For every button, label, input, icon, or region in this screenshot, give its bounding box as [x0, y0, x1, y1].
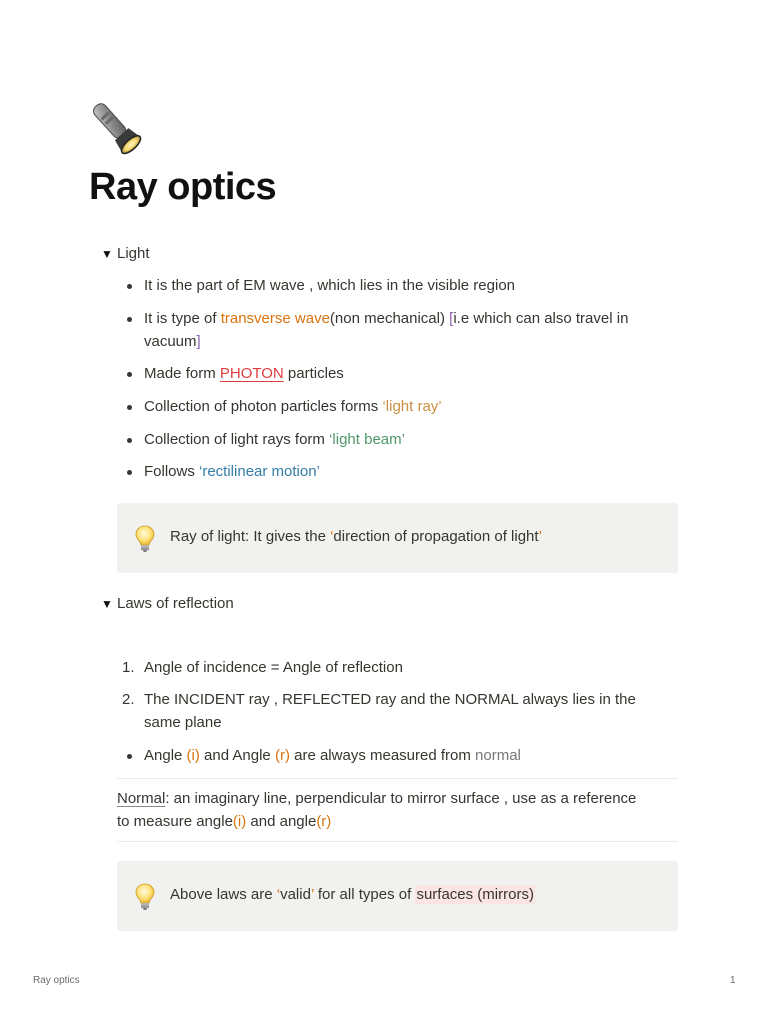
item-text: Collection of photon particles forms	[144, 398, 383, 415]
toggle-arrow-icon[interactable]: ▼	[101, 597, 113, 611]
item-text: Collection of light rays form	[144, 431, 330, 448]
item-text: i.e which can also travel in	[453, 310, 629, 327]
footer-title: Ray optics	[33, 975, 80, 986]
page-title: Ray optics	[89, 166, 277, 208]
term-normal: Normal	[117, 790, 166, 807]
item-text: Follows	[144, 463, 200, 480]
item-highlight: ‘rectilinear motion’	[199, 463, 320, 480]
highlighted-text: surfaces (mirrors)	[416, 886, 534, 903]
item-text: and Angle	[199, 747, 275, 764]
item-text: It is the part of EM wave , which lies in the visible region	[144, 277, 516, 294]
toggle-light[interactable]	[101, 243, 150, 265]
item-text: are always measured from	[289, 747, 476, 764]
item-text: particles	[283, 365, 344, 382]
callout-laws-valid	[117, 861, 678, 931]
item-highlight: (r)	[316, 813, 332, 830]
definition-text: to measure angle	[117, 813, 233, 830]
flashlight-icon	[88, 100, 146, 158]
item-text: It is type of	[144, 310, 221, 327]
list-item	[144, 275, 684, 298]
numbered-item	[122, 689, 684, 734]
toggle-label: Light	[117, 245, 150, 262]
callout-text	[170, 526, 542, 548]
item-text: Angle of incidence = Angle of reflection	[144, 659, 403, 676]
callout-part: valid	[280, 886, 311, 903]
item-text: Made form	[144, 365, 220, 382]
item-highlight: PHOTON	[219, 365, 284, 382]
item-highlight: ‘light beam’	[329, 431, 405, 448]
callout-part: for all types of	[313, 886, 416, 903]
list-item	[144, 745, 684, 768]
callout-ray-of-light	[117, 503, 678, 573]
item-highlight: transverse wave	[220, 310, 330, 327]
toggle-laws-of-reflection[interactable]	[101, 593, 234, 615]
divider	[117, 841, 678, 842]
numbered-item	[122, 657, 684, 680]
callout-part: Ray of light: It gives the	[170, 528, 331, 545]
list-item	[144, 308, 684, 353]
item-highlight: ‘light ray’	[382, 398, 442, 415]
normal-definition	[117, 787, 682, 833]
item-text: The INCIDENT ray , REFLECTED ray and the NORMAL always lies in the	[144, 691, 636, 708]
divider	[117, 778, 678, 779]
item-number: 2.	[122, 691, 135, 708]
callout-part: direction of propagation of light	[333, 528, 539, 545]
toggle-arrow-icon[interactable]: ▼	[101, 247, 113, 261]
quote-mark: ‘	[330, 528, 334, 545]
item-text: (non mechanical)	[329, 310, 450, 327]
bracket-close: ]	[196, 332, 201, 350]
item-highlight: (r)	[274, 747, 290, 764]
item-highlight: (i)	[232, 813, 247, 830]
lightbulb-icon	[135, 525, 155, 553]
definition-text: and angle	[246, 813, 317, 830]
page-number: 1	[730, 975, 736, 986]
definition-text: : an imaginary line, perpendicular to mirror surface , use as a reference	[165, 790, 637, 807]
quote-mark: ‘	[276, 886, 281, 903]
callout-part: Above laws are	[170, 886, 277, 903]
quote-mark: ’	[538, 528, 542, 545]
item-number: 1.	[122, 659, 135, 676]
list-item	[144, 461, 684, 484]
item-highlight: normal	[475, 747, 521, 764]
lightbulb-icon	[135, 883, 155, 911]
item-text: vacuum	[144, 332, 197, 350]
list-item	[144, 396, 684, 419]
list-item	[144, 363, 684, 386]
item-highlight: (i)	[186, 747, 200, 764]
callout-text	[170, 884, 535, 906]
item-text: same plane	[144, 713, 222, 731]
item-text: Angle	[144, 747, 187, 764]
toggle-label: Laws of reflection	[117, 595, 234, 612]
list-item	[144, 429, 684, 452]
bracket-open: [	[449, 310, 454, 327]
quote-mark: ’	[310, 886, 314, 903]
